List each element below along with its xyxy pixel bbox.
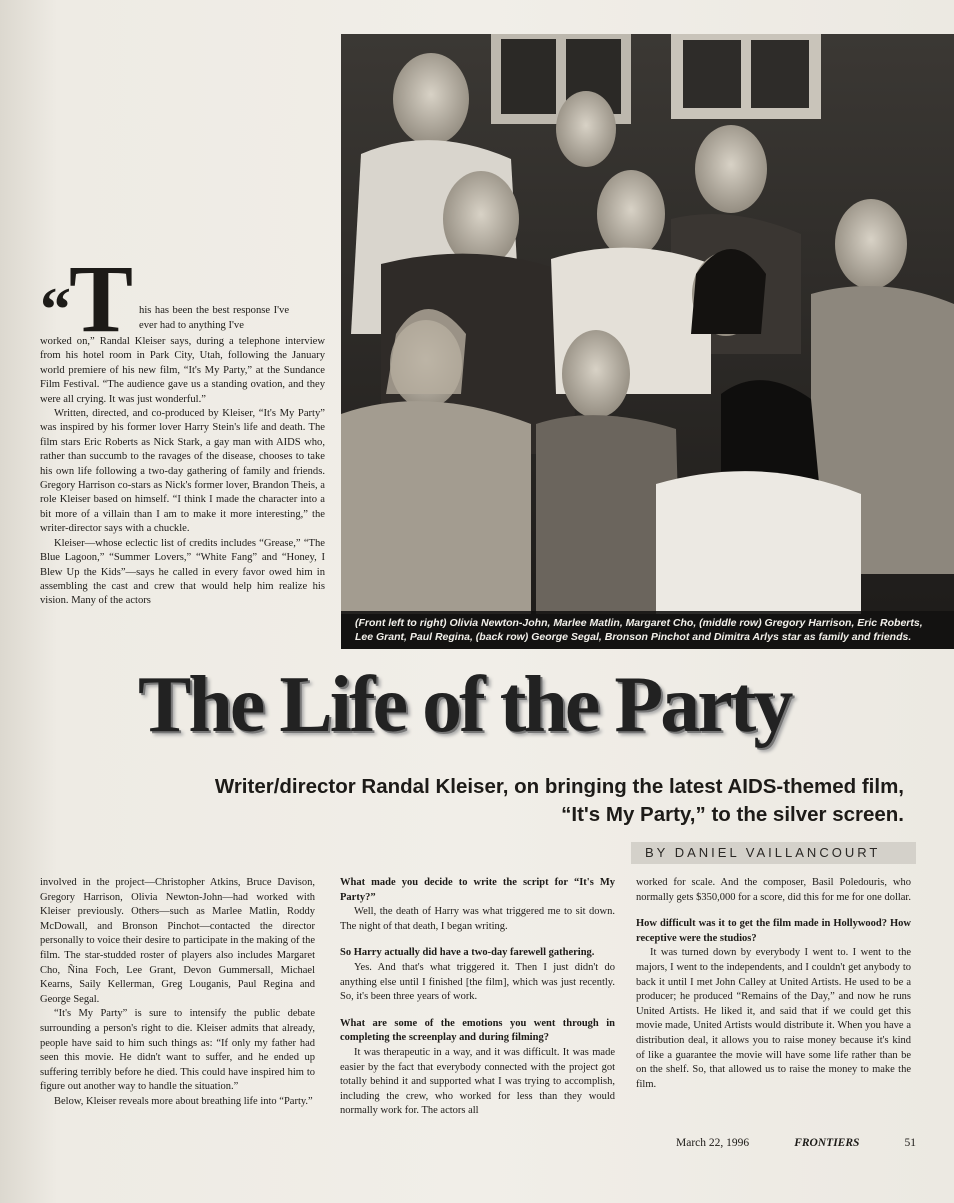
intro-paragraph-2: Written, directed, and co-produced by Kleiser, “It's My Party” was inspired by his former lover Harry Stein's life and death. The film stars Eric Roberts as Nick Stark, a gay man with AIDS who, rather than succumb to the ravages of the disease, chooses to take his own life following a two-day gathering of family and friends. Gregory Harrison co-stars as Nick's former lover, Brandon Theis, a role Kleiser based on himself. “I think I made the character into a bit more of a villain than I am to make it more interesting,” the writer-director says with a chuckle. bbox=[40, 408, 325, 535]
caption-line-1: (Front left to right) Olivia Newton-John, Marlee Matlin, Margaret Cho, (middle row) Gregory Harrison, Eric Roberts, bbox=[355, 617, 923, 629]
opening-quote-mark: “ bbox=[40, 276, 71, 344]
body-column-3 bbox=[636, 876, 911, 1092]
page-number: 51 bbox=[904, 1137, 916, 1149]
issue-date: March 22, 1996 bbox=[676, 1137, 750, 1149]
dropcap-row bbox=[40, 245, 325, 352]
page-folio bbox=[676, 1137, 916, 1149]
intro-paragraph-1: worked on,” Randal Kleiser says, during a telephone interview from his hotel room in Park City, Utah, following the January world premiere of his new film, “It's My Party,” at the Sundance Film Festival. “The audience gave us a standing ovation, and they were all crying. It was just wonderful.” bbox=[40, 336, 325, 405]
cast-photo bbox=[341, 34, 954, 649]
answer-3: It was therapeutic in a way, and it was difficult. It was made easier by the fact that everybody connected with the project got totally behind it and supported what I was trying to accomplish, including the crew, who worked for less than they would normally work for. The actors all bbox=[340, 1046, 615, 1117]
deck-line-2: “It's My Party,” to the silver screen. bbox=[561, 803, 904, 826]
body-column-2 bbox=[340, 876, 615, 1119]
body-column-1 bbox=[40, 876, 315, 1110]
intro-paragraph-3: Kleiser—whose eclectic list of credits includes “Grease,” “The Blue Lagoon,” “Summer Lovers,” “White Fang” and “Honey, I Blew Up the Kids”—says he called in every favor owed him in assembling the cast and crew that would help him realize his vision. Many of the actors bbox=[40, 537, 325, 607]
question-2: So Harry actually did have a two-day farewell gathering. bbox=[340, 947, 595, 959]
question-1: What made you decide to write the script for “It's My Party?” bbox=[340, 877, 615, 903]
col1-paragraph-1: involved in the project—Christopher Atkins, Bruce Davison, Gregory Harrison, Olivia Newton-John—had worked with Kleiser previously. Others—such as Marlee Matlin, Roddy McDowall, and Bronson Pinchot—contacted the director personally to voice their desire to participate in the making of the film. The star-studded roster of players also includes Margaret Cho, Ñina Foch, Lee Grant, Devon Gummersall, Michael Kearns, Saily Kellerman, Greg Louganis, Paul Regina and George Segal. bbox=[40, 877, 315, 1005]
answer-3-continued: worked for scale. And the composer, Basil Poledouris, who normally gets $350,000 for a score, did this for me for one dollar. bbox=[636, 877, 911, 903]
article-headline: The Life of the Party bbox=[138, 661, 791, 749]
cast-photo-image bbox=[341, 34, 954, 649]
question-4: How difficult was it to get the film made in Hollywood? How receptive were the studios? bbox=[636, 918, 911, 944]
deck-line-1: Writer/director Randal Kleiser, on bringing the latest AIDS-themed film, bbox=[214, 775, 904, 798]
dropcap-letter: T bbox=[69, 245, 134, 352]
byline: BY DANIEL VAILLANCOURT bbox=[631, 842, 916, 864]
question-3: What are some of the emotions you went through in completing the screenplay and during filming? bbox=[340, 1017, 615, 1044]
magazine-name: FRONTIERS bbox=[794, 1137, 860, 1149]
article-deck bbox=[144, 773, 904, 829]
caption-line-2: Lee Grant, Paul Regina, (back row) George Segal, Bronson Pinchot and Dimitra Arlys star as family and friends. bbox=[355, 631, 912, 643]
intro-column bbox=[40, 245, 325, 609]
answer-4: It was turned down by everybody I went to. I went to the majors, I went to the independents, and I couldn't get anybody to back it until I met John Calley at United Artists. He used to be a producer; he produced “Remains of the Day,” and now he runs United Artists. He liked it, and said that if we could get this movie made, United Artists would distribute it. When you have a distribution deal, it allows you to raise money because it's kind of like a guarantee the movie will have some life rather than be on the shelf. So, that allowed us to raise the money to make the film. bbox=[636, 947, 911, 1090]
dropcap-text: his has been the best response I've ever had to anything I've bbox=[139, 305, 290, 331]
answer-2: Yes. And that's what triggered it. Then I just didn't do anything else until I finished [the film], which was just recently. So, it's been three years of work. bbox=[340, 961, 615, 1003]
answer-1: Well, the death of Harry was what triggered me to sit down. The night of that death, I began writing. bbox=[340, 906, 615, 932]
col1-paragraph-3: Below, Kleiser reveals more about breathing life into “Party.” bbox=[54, 1095, 313, 1107]
col1-paragraph-2: “It's My Party” is sure to intensify the public debate surrounding a person's right to die. Kleiser admits that already, people have said to him such things as: “If only my father had seen this movie. He didn't want to suffer, and he ended up suffering terribly before he died. This could have inspired him to figure out another way to handle the situation.” bbox=[40, 1008, 315, 1093]
photo-caption bbox=[341, 611, 954, 649]
